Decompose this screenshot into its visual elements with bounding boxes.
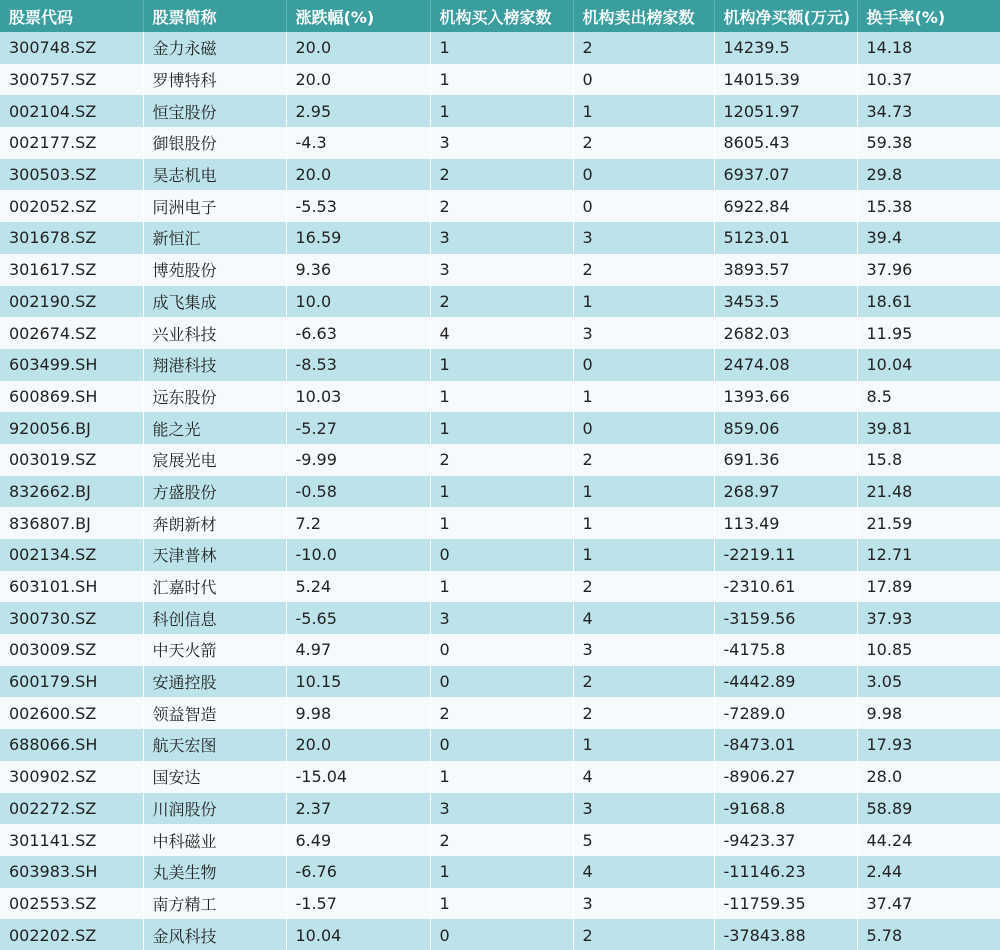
cell-stock-code: 920056.BJ — [0, 412, 143, 444]
cell-stock-name: 罗博特科 — [143, 64, 286, 96]
cell-change-pct: 20.0 — [286, 159, 430, 191]
cell-stock-name: 金力永磁 — [143, 32, 286, 64]
table-row[interactable] — [0, 64, 1000, 96]
cell-turnover-rate: 10.37 — [857, 64, 1000, 96]
column-header-inst-buy-count[interactable]: 机构买入榜家数 — [430, 0, 573, 32]
cell-inst-net-buy: 8605.43 — [714, 127, 857, 159]
cell-turnover-rate: 10.85 — [857, 634, 1000, 666]
cell-inst-buy-count: 0 — [430, 666, 573, 698]
cell-stock-name: 兴业科技 — [143, 317, 286, 349]
table-row[interactable] — [0, 381, 1000, 413]
cell-stock-name: 博苑股份 — [143, 254, 286, 286]
cell-inst-net-buy: 6922.84 — [714, 190, 857, 222]
cell-stock-name: 中科磁业 — [143, 824, 286, 856]
table-row[interactable] — [0, 602, 1000, 634]
table-row[interactable] — [0, 254, 1000, 286]
cell-stock-code: 603101.SH — [0, 571, 143, 603]
cell-change-pct: -9.99 — [286, 444, 430, 476]
table-row[interactable] — [0, 761, 1000, 793]
cell-inst-sell-count: 0 — [573, 412, 714, 444]
cell-inst-buy-count: 1 — [430, 507, 573, 539]
cell-stock-code: 002674.SZ — [0, 317, 143, 349]
cell-inst-net-buy: -11146.23 — [714, 856, 857, 888]
cell-inst-buy-count: 2 — [430, 824, 573, 856]
cell-stock-name: 远东股份 — [143, 381, 286, 413]
cell-inst-buy-count: 1 — [430, 32, 573, 64]
cell-inst-net-buy: 1393.66 — [714, 381, 857, 413]
cell-inst-sell-count: 0 — [573, 159, 714, 191]
cell-change-pct: 20.0 — [286, 32, 430, 64]
cell-inst-sell-count: 4 — [573, 602, 714, 634]
table-row[interactable] — [0, 412, 1000, 444]
cell-change-pct: -15.04 — [286, 761, 430, 793]
cell-stock-code: 002202.SZ — [0, 919, 143, 950]
table-row[interactable] — [0, 444, 1000, 476]
cell-inst-sell-count: 2 — [573, 919, 714, 950]
cell-change-pct: -0.58 — [286, 476, 430, 508]
cell-turnover-rate: 37.93 — [857, 602, 1000, 634]
cell-inst-buy-count: 1 — [430, 349, 573, 381]
column-header-turnover-rate[interactable]: 换手率(%) — [857, 0, 1000, 32]
cell-stock-name: 翔港科技 — [143, 349, 286, 381]
cell-turnover-rate: 37.96 — [857, 254, 1000, 286]
cell-inst-net-buy: -2310.61 — [714, 571, 857, 603]
cell-inst-sell-count: 3 — [573, 793, 714, 825]
cell-stock-name: 国安达 — [143, 761, 286, 793]
cell-stock-code: 301141.SZ — [0, 824, 143, 856]
cell-inst-net-buy: -7289.0 — [714, 697, 857, 729]
column-header-inst-net-buy[interactable]: 机构净买额(万元) — [714, 0, 857, 32]
cell-turnover-rate: 11.95 — [857, 317, 1000, 349]
table-header — [0, 0, 1000, 32]
cell-inst-net-buy: 14239.5 — [714, 32, 857, 64]
cell-stock-code: 600179.SH — [0, 666, 143, 698]
cell-stock-code: 002177.SZ — [0, 127, 143, 159]
cell-stock-code: 300503.SZ — [0, 159, 143, 191]
cell-inst-sell-count: 1 — [573, 729, 714, 761]
cell-inst-net-buy: -3159.56 — [714, 602, 857, 634]
cell-turnover-rate: 14.18 — [857, 32, 1000, 64]
cell-stock-name: 金风科技 — [143, 919, 286, 950]
cell-inst-net-buy: 5123.01 — [714, 222, 857, 254]
table-row[interactable] — [0, 856, 1000, 888]
cell-turnover-rate: 15.38 — [857, 190, 1000, 222]
cell-inst-sell-count: 1 — [573, 507, 714, 539]
cell-turnover-rate: 8.5 — [857, 381, 1000, 413]
cell-inst-net-buy: 12051.97 — [714, 95, 857, 127]
table-row[interactable] — [0, 793, 1000, 825]
cell-inst-sell-count: 1 — [573, 95, 714, 127]
cell-inst-sell-count: 2 — [573, 254, 714, 286]
cell-stock-code: 300748.SZ — [0, 32, 143, 64]
cell-inst-net-buy: 2474.08 — [714, 349, 857, 381]
cell-turnover-rate: 21.59 — [857, 507, 1000, 539]
cell-stock-name: 航天宏图 — [143, 729, 286, 761]
table-row[interactable] — [0, 317, 1000, 349]
cell-inst-sell-count: 2 — [573, 666, 714, 698]
cell-inst-net-buy: 6937.07 — [714, 159, 857, 191]
cell-inst-buy-count: 1 — [430, 856, 573, 888]
cell-inst-net-buy: -4175.8 — [714, 634, 857, 666]
cell-stock-name: 新恒汇 — [143, 222, 286, 254]
cell-change-pct: 2.95 — [286, 95, 430, 127]
cell-turnover-rate: 39.81 — [857, 412, 1000, 444]
cell-inst-sell-count: 2 — [573, 571, 714, 603]
cell-stock-code: 688066.SH — [0, 729, 143, 761]
cell-inst-sell-count: 2 — [573, 127, 714, 159]
cell-change-pct: 20.0 — [286, 729, 430, 761]
table-row[interactable] — [0, 666, 1000, 698]
cell-turnover-rate: 18.61 — [857, 286, 1000, 318]
cell-stock-name: 川润股份 — [143, 793, 286, 825]
cell-inst-sell-count: 1 — [573, 476, 714, 508]
table-row[interactable] — [0, 697, 1000, 729]
cell-change-pct: 10.03 — [286, 381, 430, 413]
cell-inst-net-buy: -4442.89 — [714, 666, 857, 698]
cell-turnover-rate: 21.48 — [857, 476, 1000, 508]
cell-inst-buy-count: 1 — [430, 476, 573, 508]
table-row[interactable] — [0, 349, 1000, 381]
cell-stock-code: 603983.SH — [0, 856, 143, 888]
cell-inst-sell-count: 4 — [573, 761, 714, 793]
cell-turnover-rate: 9.98 — [857, 697, 1000, 729]
table-row[interactable] — [0, 95, 1000, 127]
cell-inst-buy-count: 1 — [430, 412, 573, 444]
cell-inst-sell-count: 0 — [573, 349, 714, 381]
cell-change-pct: 4.97 — [286, 634, 430, 666]
cell-change-pct: 6.49 — [286, 824, 430, 856]
table-row[interactable] — [0, 32, 1000, 64]
cell-change-pct: -10.0 — [286, 539, 430, 571]
cell-turnover-rate: 17.89 — [857, 571, 1000, 603]
cell-inst-sell-count: 1 — [573, 381, 714, 413]
cell-inst-buy-count: 0 — [430, 539, 573, 571]
cell-inst-net-buy: -9423.37 — [714, 824, 857, 856]
cell-inst-buy-count: 1 — [430, 381, 573, 413]
cell-inst-buy-count: 1 — [430, 571, 573, 603]
cell-inst-buy-count: 1 — [430, 95, 573, 127]
cell-inst-buy-count: 3 — [430, 127, 573, 159]
column-header-stock-name[interactable]: 股票简称 — [143, 0, 286, 32]
cell-stock-name: 昊志机电 — [143, 159, 286, 191]
cell-inst-sell-count: 2 — [573, 32, 714, 64]
cell-inst-buy-count: 1 — [430, 64, 573, 96]
cell-change-pct: -6.76 — [286, 856, 430, 888]
cell-inst-buy-count: 3 — [430, 602, 573, 634]
cell-change-pct: -5.65 — [286, 602, 430, 634]
cell-turnover-rate: 10.04 — [857, 349, 1000, 381]
column-header-inst-sell-count[interactable]: 机构卖出榜家数 — [573, 0, 714, 32]
cell-change-pct: 2.37 — [286, 793, 430, 825]
cell-stock-code: 003019.SZ — [0, 444, 143, 476]
cell-change-pct: 20.0 — [286, 64, 430, 96]
table-row[interactable] — [0, 888, 1000, 920]
cell-stock-code: 002134.SZ — [0, 539, 143, 571]
cell-change-pct: 5.24 — [286, 571, 430, 603]
cell-change-pct: -5.53 — [286, 190, 430, 222]
cell-stock-code: 300902.SZ — [0, 761, 143, 793]
cell-inst-net-buy: 3453.5 — [714, 286, 857, 318]
cell-inst-sell-count: 2 — [573, 444, 714, 476]
cell-inst-buy-count: 3 — [430, 793, 573, 825]
cell-turnover-rate: 29.8 — [857, 159, 1000, 191]
cell-turnover-rate: 28.0 — [857, 761, 1000, 793]
cell-turnover-rate: 44.24 — [857, 824, 1000, 856]
cell-inst-sell-count: 3 — [573, 888, 714, 920]
cell-inst-sell-count: 1 — [573, 286, 714, 318]
table-body — [0, 32, 1000, 950]
table-row[interactable] — [0, 286, 1000, 318]
cell-inst-net-buy: 859.06 — [714, 412, 857, 444]
cell-stock-code: 300730.SZ — [0, 602, 143, 634]
table-row[interactable] — [0, 539, 1000, 571]
cell-inst-net-buy: -8906.27 — [714, 761, 857, 793]
cell-inst-net-buy: -2219.11 — [714, 539, 857, 571]
table-row[interactable] — [0, 127, 1000, 159]
cell-inst-net-buy: -37843.88 — [714, 919, 857, 950]
cell-stock-code: 002272.SZ — [0, 793, 143, 825]
cell-stock-code: 002190.SZ — [0, 286, 143, 318]
table-row[interactable] — [0, 222, 1000, 254]
cell-inst-sell-count: 3 — [573, 634, 714, 666]
cell-stock-name: 成飞集成 — [143, 286, 286, 318]
cell-inst-sell-count: 3 — [573, 222, 714, 254]
cell-stock-name: 同洲电子 — [143, 190, 286, 222]
table-row[interactable] — [0, 919, 1000, 950]
cell-inst-buy-count: 0 — [430, 634, 573, 666]
cell-stock-code: 002052.SZ — [0, 190, 143, 222]
cell-stock-code: 003009.SZ — [0, 634, 143, 666]
cell-change-pct: 10.0 — [286, 286, 430, 318]
cell-stock-name: 安通控股 — [143, 666, 286, 698]
cell-inst-sell-count: 5 — [573, 824, 714, 856]
cell-turnover-rate: 59.38 — [857, 127, 1000, 159]
table-row[interactable] — [0, 634, 1000, 666]
cell-stock-name: 宸展光电 — [143, 444, 286, 476]
cell-stock-name: 科创信息 — [143, 602, 286, 634]
cell-inst-net-buy: 3893.57 — [714, 254, 857, 286]
cell-inst-buy-count: 3 — [430, 222, 573, 254]
cell-change-pct: 7.2 — [286, 507, 430, 539]
cell-stock-code: 002104.SZ — [0, 95, 143, 127]
cell-stock-code: 002553.SZ — [0, 888, 143, 920]
cell-inst-buy-count: 4 — [430, 317, 573, 349]
cell-inst-net-buy: 14015.39 — [714, 64, 857, 96]
cell-inst-buy-count: 2 — [430, 286, 573, 318]
cell-inst-sell-count: 1 — [573, 539, 714, 571]
table-row[interactable] — [0, 571, 1000, 603]
cell-inst-buy-count: 0 — [430, 919, 573, 950]
cell-inst-buy-count: 1 — [430, 888, 573, 920]
table-row[interactable] — [0, 729, 1000, 761]
cell-stock-code: 603499.SH — [0, 349, 143, 381]
cell-change-pct: 16.59 — [286, 222, 430, 254]
cell-change-pct: 9.36 — [286, 254, 430, 286]
cell-inst-sell-count: 2 — [573, 697, 714, 729]
table-row[interactable] — [0, 507, 1000, 539]
cell-stock-name: 领益智造 — [143, 697, 286, 729]
cell-change-pct: -8.53 — [286, 349, 430, 381]
cell-inst-buy-count: 2 — [430, 444, 573, 476]
cell-turnover-rate: 34.73 — [857, 95, 1000, 127]
cell-change-pct: -4.3 — [286, 127, 430, 159]
cell-inst-sell-count: 0 — [573, 190, 714, 222]
cell-inst-net-buy: 2682.03 — [714, 317, 857, 349]
cell-inst-sell-count: 0 — [573, 64, 714, 96]
table-row[interactable] — [0, 159, 1000, 191]
cell-turnover-rate: 5.78 — [857, 919, 1000, 950]
cell-stock-name: 汇嘉时代 — [143, 571, 286, 603]
cell-stock-name: 奔朗新材 — [143, 507, 286, 539]
cell-inst-buy-count: 2 — [430, 159, 573, 191]
cell-inst-buy-count: 2 — [430, 697, 573, 729]
table-row[interactable] — [0, 190, 1000, 222]
cell-stock-name: 中天火箭 — [143, 634, 286, 666]
cell-stock-code: 002600.SZ — [0, 697, 143, 729]
cell-stock-name: 恒宝股份 — [143, 95, 286, 127]
cell-change-pct: -5.27 — [286, 412, 430, 444]
cell-inst-net-buy: 268.97 — [714, 476, 857, 508]
cell-inst-buy-count: 0 — [430, 729, 573, 761]
cell-turnover-rate: 3.05 — [857, 666, 1000, 698]
cell-stock-name: 丸美生物 — [143, 856, 286, 888]
cell-change-pct: 9.98 — [286, 697, 430, 729]
cell-stock-code: 301678.SZ — [0, 222, 143, 254]
cell-inst-sell-count: 3 — [573, 317, 714, 349]
cell-inst-sell-count: 4 — [573, 856, 714, 888]
cell-turnover-rate: 58.89 — [857, 793, 1000, 825]
cell-stock-name: 天津普林 — [143, 539, 286, 571]
column-header-change-pct[interactable]: 涨跌幅(%) — [286, 0, 430, 32]
cell-turnover-rate: 39.4 — [857, 222, 1000, 254]
cell-inst-net-buy: -8473.01 — [714, 729, 857, 761]
header-row — [0, 0, 1000, 32]
cell-turnover-rate: 17.93 — [857, 729, 1000, 761]
cell-inst-net-buy: -9168.8 — [714, 793, 857, 825]
cell-turnover-rate: 15.8 — [857, 444, 1000, 476]
column-header-stock-code[interactable]: 股票代码 — [0, 0, 143, 32]
table-row[interactable] — [0, 476, 1000, 508]
cell-inst-net-buy: 113.49 — [714, 507, 857, 539]
cell-inst-buy-count: 2 — [430, 190, 573, 222]
cell-inst-buy-count: 1 — [430, 761, 573, 793]
cell-stock-name: 南方精工 — [143, 888, 286, 920]
cell-inst-net-buy: 691.36 — [714, 444, 857, 476]
cell-change-pct: -1.57 — [286, 888, 430, 920]
cell-change-pct: 10.04 — [286, 919, 430, 950]
cell-stock-name: 御银股份 — [143, 127, 286, 159]
cell-turnover-rate: 37.47 — [857, 888, 1000, 920]
cell-stock-name: 方盛股份 — [143, 476, 286, 508]
cell-stock-code: 836807.BJ — [0, 507, 143, 539]
cell-turnover-rate: 2.44 — [857, 856, 1000, 888]
cell-stock-code: 300757.SZ — [0, 64, 143, 96]
cell-change-pct: 10.15 — [286, 666, 430, 698]
cell-inst-net-buy: -11759.35 — [714, 888, 857, 920]
cell-turnover-rate: 12.71 — [857, 539, 1000, 571]
cell-inst-buy-count: 3 — [430, 254, 573, 286]
cell-stock-name: 能之光 — [143, 412, 286, 444]
table-row[interactable] — [0, 824, 1000, 856]
cell-change-pct: -6.63 — [286, 317, 430, 349]
cell-stock-code: 832662.BJ — [0, 476, 143, 508]
cell-stock-code: 600869.SH — [0, 381, 143, 413]
cell-stock-code: 301617.SZ — [0, 254, 143, 286]
